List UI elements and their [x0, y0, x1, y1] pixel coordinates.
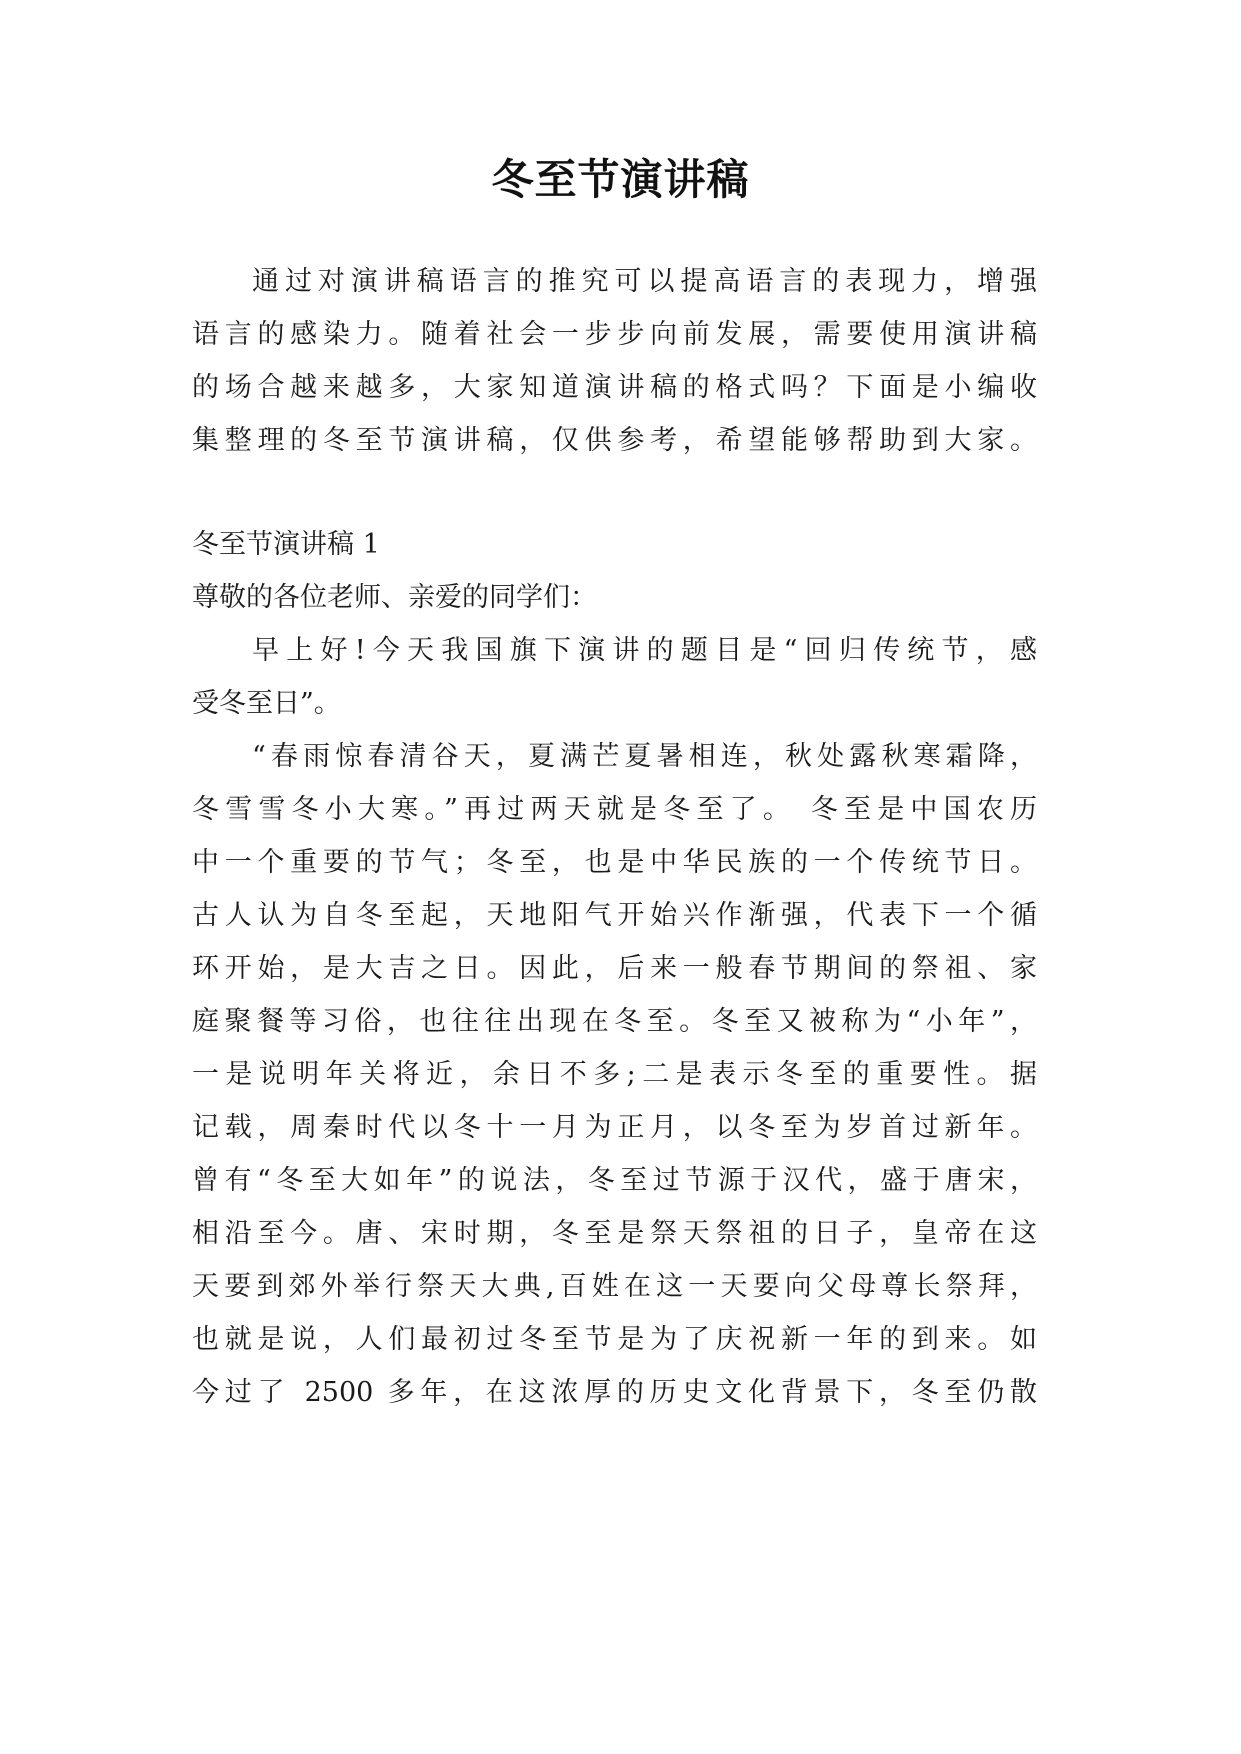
intro-line: 语言的感染力。随着社会一步步向前发展，需要使用演讲稿: [192, 319, 1037, 350]
body-line: 也就是说，人们最初过冬至节是为了庆祝新一年的到来。如: [192, 1324, 1037, 1355]
body-line: 今过了 2500 多年，在这浓厚的历史文化背景下，冬至仍散: [192, 1377, 1037, 1408]
body-line: 冬雪雪冬小大寒。”再过两天就是冬至了。 冬至是中国农历: [192, 794, 1037, 825]
section-heading: 冬至节演讲稿 1: [192, 529, 380, 560]
body-line: 古人认为自冬至起，天地阳气开始兴作渐强，代表下一个循: [192, 900, 1037, 931]
greeting-line: 受冬至日”。: [192, 688, 341, 719]
body-line: 相沿至今。唐、宋时期，冬至是祭天祭祖的日子，皇帝在这: [192, 1218, 1037, 1249]
body-line: 一是说明年关将近，余日不多;二是表示冬至的重要性。据: [192, 1059, 1037, 1090]
body-line: 天要到郊外举行祭天大典,百姓在这一天要向父母尊长祭拜，: [192, 1271, 1037, 1302]
body-line: 记载，周秦时代以冬十一月为正月，以冬至为岁首过新年。: [192, 1112, 1037, 1143]
body-line: 曾有“冬至大如年”的说法，冬至过节源于汉代，盛于唐宋，: [192, 1165, 1037, 1196]
salutation: 尊敬的各位老师、亲爱的同学们：: [192, 582, 597, 613]
body-line: 庭聚餐等习俗，也往往出现在冬至。冬至又被称为“小年”，: [192, 1006, 1037, 1037]
greeting-line: 早上好!今天我国旗下演讲的题目是“回归传统节，感: [252, 635, 1037, 666]
body-line: 中一个重要的节气；冬至，也是中华民族的一个传统节日。: [192, 847, 1037, 878]
intro-line: 集整理的冬至节演讲稿，仅供参考，希望能够帮助到大家。: [192, 425, 1037, 456]
document-title: 冬至节演讲稿: [491, 155, 750, 204]
body-line: “春雨惊春清谷天，夏满芒夏暑相连，秋处露秋寒霜降，: [252, 741, 1037, 772]
intro-line: 的场合越来越多，大家知道演讲稿的格式吗？下面是小编收: [192, 372, 1037, 403]
intro-line: 通过对演讲稿语言的推究可以提高语言的表现力，增强: [252, 266, 1037, 297]
body-line: 环开始，是大吉之日。因此，后来一般春节期间的祭祖、家: [192, 953, 1037, 984]
